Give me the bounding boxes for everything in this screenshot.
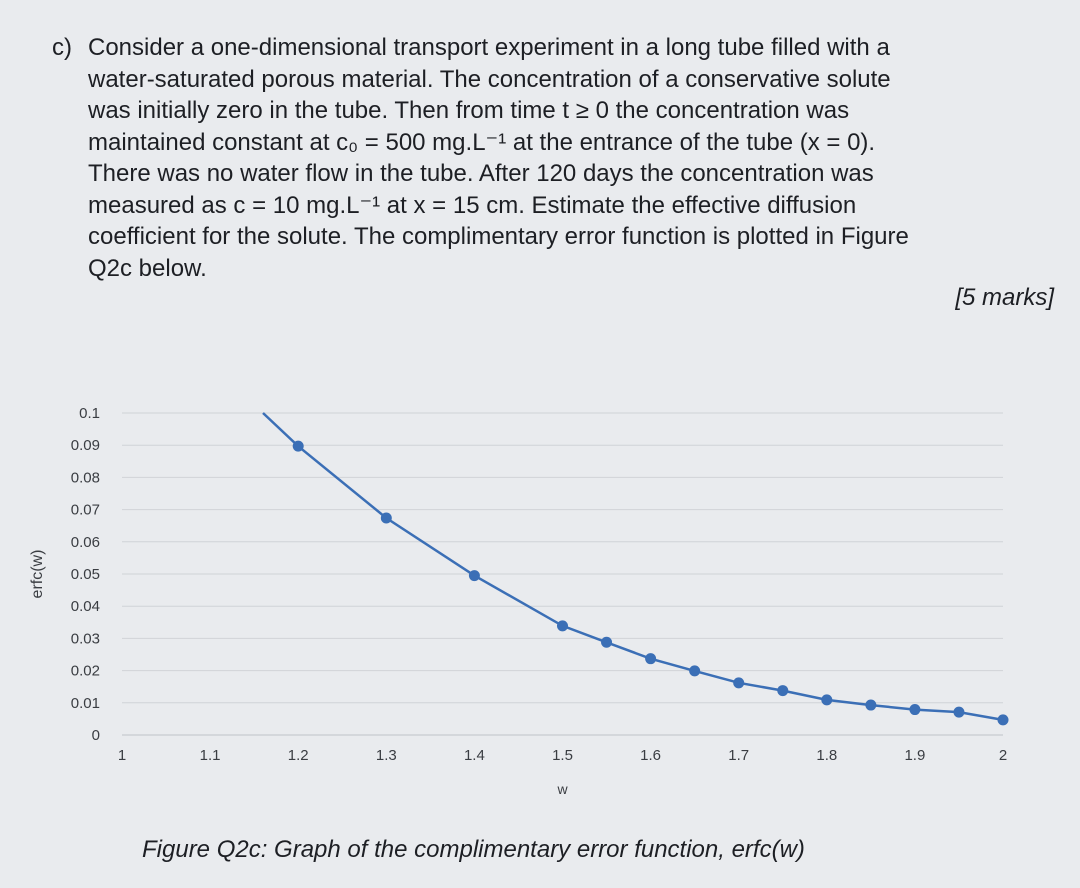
x-tick-label: 1.1 xyxy=(199,747,221,764)
data-point xyxy=(689,665,700,676)
figure-caption: Figure Q2c: Graph of the complimentary error function, erfc(w) xyxy=(142,836,805,863)
question-line: Consider a one-dimensional transport experiment in a long tube filled with a xyxy=(88,34,890,61)
y-tick-label: 0.07 xyxy=(70,501,100,519)
x-tick-label: 1.3 xyxy=(375,747,397,764)
y-tick-label: 0.01 xyxy=(70,694,100,712)
y-tick-label: 0.06 xyxy=(70,533,100,551)
erfc-series-line xyxy=(263,413,1003,720)
data-point xyxy=(469,570,480,581)
data-point xyxy=(865,700,876,711)
y-axis-label: erfc(w) xyxy=(29,549,46,599)
question-line: There was no water flow in the tube. After 120 days the concentration was xyxy=(88,160,874,187)
data-point xyxy=(821,694,832,705)
question-line: measured as c = 10 mg.L⁻¹ at x = 15 cm. Estimate the effective diffusion xyxy=(88,191,857,219)
data-point xyxy=(601,637,612,648)
y-tick-label: 0.09 xyxy=(70,437,100,455)
x-tick-label: 1.5 xyxy=(552,747,573,764)
data-point xyxy=(998,714,1009,725)
question-line: was initially zero in the tube. Then from time t ≥ 0 the concentration was xyxy=(88,97,850,124)
y-tick-label: 0 xyxy=(91,727,100,744)
question-label: c) xyxy=(52,34,72,61)
y-tick-label: 0.05 xyxy=(70,566,100,583)
marks-label: [5 marks] xyxy=(955,284,1054,311)
y-tick-label: 0.08 xyxy=(70,469,100,487)
data-point xyxy=(557,620,568,631)
x-tick-label: 1.9 xyxy=(904,747,926,764)
data-point xyxy=(953,707,964,718)
question-block xyxy=(40,32,1040,284)
question-line: coefficient for the solute. The complimentary error function is plotted in Figure xyxy=(88,223,909,250)
x-tick-label: 2 xyxy=(998,747,1008,764)
question-line: water-saturated porous material. The concentration of a conservative solute xyxy=(88,65,891,93)
x-tick-label: 1.2 xyxy=(287,747,309,764)
question-line: maintained constant at c₀ = 500 mg.L⁻¹ at the entrance of the tube (x = 0). xyxy=(88,128,876,156)
x-tick-label: 1 xyxy=(117,747,127,764)
data-point xyxy=(645,653,656,664)
x-tick-label: 1.8 xyxy=(816,747,838,764)
y-tick-label: 0.1 xyxy=(79,405,100,422)
x-tick-label: 1.7 xyxy=(728,747,750,764)
question-text xyxy=(88,32,1048,284)
question-line: Q2c below. xyxy=(88,254,207,282)
y-tick-label: 0.04 xyxy=(70,598,100,616)
x-axis-label: w xyxy=(557,781,568,797)
data-point xyxy=(293,441,304,452)
x-tick-label: 1.6 xyxy=(640,747,662,764)
data-point xyxy=(733,677,744,688)
data-point xyxy=(777,685,788,696)
erfc-chart xyxy=(0,390,1080,810)
data-point xyxy=(381,512,392,523)
x-tick-label: 1.4 xyxy=(463,747,485,764)
y-tick-label: 0.03 xyxy=(70,630,100,648)
data-point xyxy=(909,704,920,715)
y-tick-label: 0.02 xyxy=(70,662,100,680)
